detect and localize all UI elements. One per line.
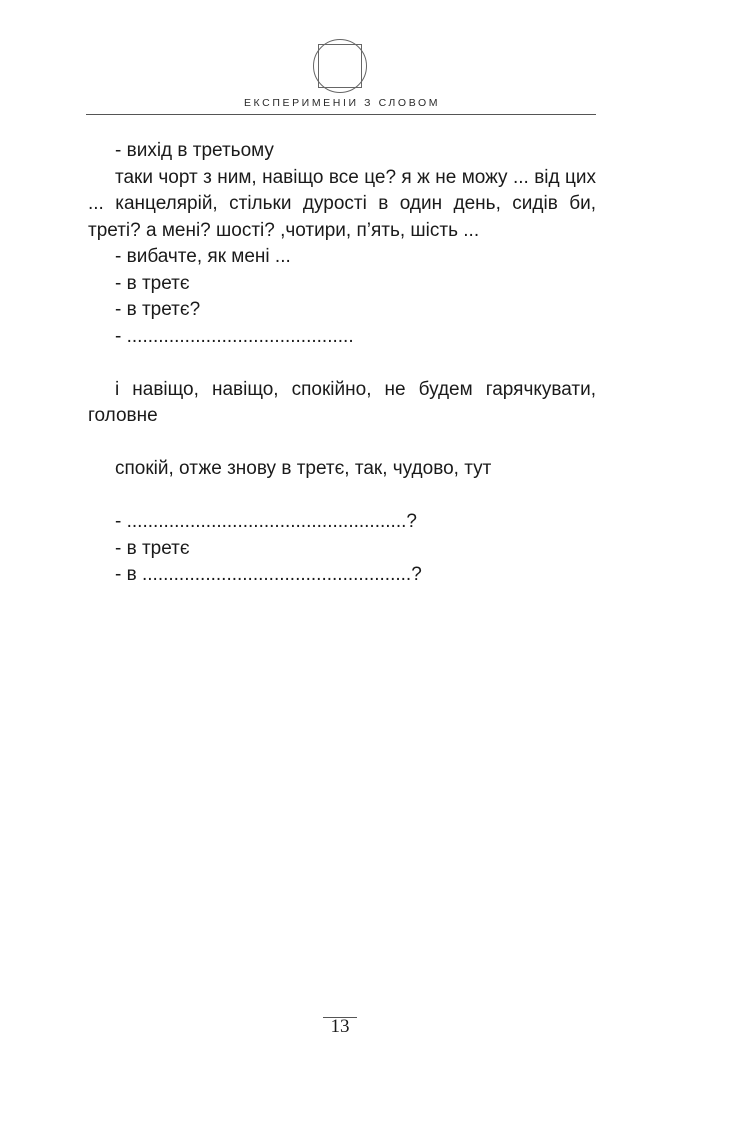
- dialogue-line: - в ...................................................?: [115, 564, 422, 585]
- header-rule: [86, 114, 596, 115]
- page-text: [88, 138, 596, 589]
- circle-square-emblem-icon: [312, 38, 368, 94]
- paragraph: таки чорт з ним, навіщо все це? я ж не можу ... від цих ... канцелярій, стільки дурості в один день, сидів би, треті? а мені? шості? ,чотири, п’ять, шість ...: [88, 166, 596, 241]
- dialogue-line: - в третє?: [115, 299, 201, 320]
- dialogue-line: - вихід в третьому: [115, 140, 274, 161]
- dialogue-line: - в третє: [115, 537, 190, 559]
- dialogue-line: - .....................................................?: [115, 511, 417, 532]
- blank-line: [88, 483, 596, 510]
- paragraph: і навіщо, навіщо, спокійно, не будем гарячкувати, головне: [88, 378, 596, 426]
- dialogue-line: - в третє: [115, 272, 190, 294]
- running-head-title: ЕКСПЕРИМЕНІИ З СЛОВОМ: [243, 97, 441, 109]
- dialogue-line: - вибачте, як мені ...: [115, 246, 291, 267]
- blank-line: [88, 350, 596, 377]
- page-number: 13: [330, 1016, 350, 1037]
- paragraph: спокій, отже знову в третє, так, чудово, тут: [115, 458, 492, 479]
- dialogue-line: - ...........................................: [115, 325, 354, 347]
- blank-line: [88, 430, 596, 457]
